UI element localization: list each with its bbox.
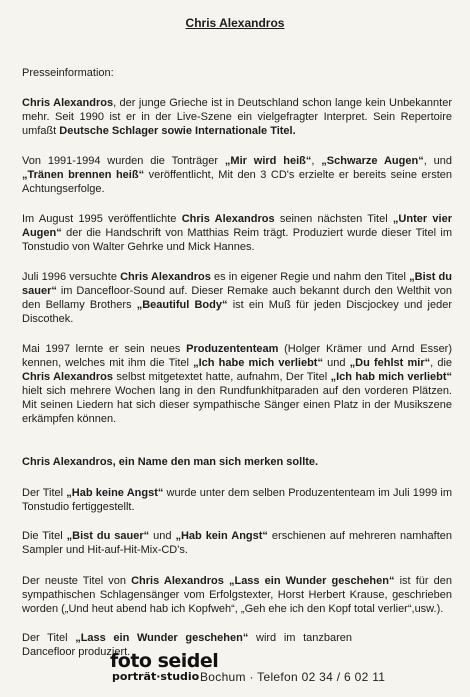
paragraph-1: Chris Alexandros, der junge Grieche ist in Deutschland schon lange kein Unbekannter mehr. Seit 1990 ist er in der Live-Szene ein vielgefragter Interpret. Sein Repertoire umfaßt Deutsche Schlager sowie Internationale Titel. (22, 97, 452, 137)
paragraph-6: Chris Alexandros, ein Name den man sich merken sollte. (22, 456, 319, 468)
studio-logo: foto seidel (110, 650, 219, 672)
studio-contact: Bochum · Telefon 02 34 / 6 02 11 (200, 670, 386, 684)
studio-subtitle: porträt·studio (112, 670, 200, 683)
paragraph-3: Im August 1995 veröffentlichte Chris Alexandros seinen nächsten Titel „Unter vier Augen“ der die Handschrift von Matthias Reim trägt. Produziert wurde dieser Titel im Tonstudio von Walter Gehrke und Mick Hannes. (22, 213, 452, 253)
intro-label: Presseinformation: (22, 67, 114, 79)
page-title: Chris Alexandros (185, 16, 285, 30)
paragraph-2: Von 1991-1994 wurden die Tonträger „Mir wird heiß“, „Schwarze Augen“, und „Tränen brennen heiß“ veröffentlicht, Mit den 3 CD's erzielte er bereits seine ersten Achtungserfolge. (22, 155, 453, 195)
paragraph-4: Juli 1996 versuchte Chris Alexandros es in eigener Regie und nahm den Titel „Bist du sauer“ im Dancefloor-Sound auf. Dieser Remake auch bekannt durch den Welthit von den Bellamy Brothers „Beautiful Body“ ist ein Muß für jeden Discjockey und jeder Discothek. (22, 271, 453, 325)
paragraph-7: Der Titel „Hab keine Angst“ wurde unter dem selben Produzententeam im Juli 1999 im Tonstudio fertiggestellt. (22, 487, 452, 513)
paragraph-5: Mai 1997 lernte er sein neues Produzententeam (Holger Krämer und Arnd Esser) kennen, welches mit ihm die Titel „Ich habe mich verliebt“ und „Du fehlst mir“, die Chris Alexandros selbst mitgetextet hatte, aufnahm, Der Titel „Ich hab mich verliebt“ hielt sich mehrere Wochen lang in den Rundfunkhitparaden auf den vorderen Plätzen. Mit seinen Liedern hat sich dieser sympathische Sänger einen Platz in der Musikszene erkämpfen können. (22, 343, 453, 425)
paragraph-8: Die Titel „Bist du sauer“ und „Hab kein Angst“ erschienen auf mehreren namhaften Sampler und Hit-auf-Hit-Mix-CD's. (22, 530, 452, 556)
paragraph-9: Der neuste Titel von Chris Alexandros „Lass ein Wunder geschehen“ ist für den sympathischen Schlagensänger vom Erfolgstexter, Horst Herbert Krause, geschrieben worden („Und heut abend hab ich Kopfweh“, „Geh ehe ich den Kopf total verlier“,usw.). (22, 575, 453, 615)
paragraph-10: Der Titel „Lass ein Wunder geschehen“ wird im tanzbaren Dancefloor produziert. (22, 632, 352, 658)
